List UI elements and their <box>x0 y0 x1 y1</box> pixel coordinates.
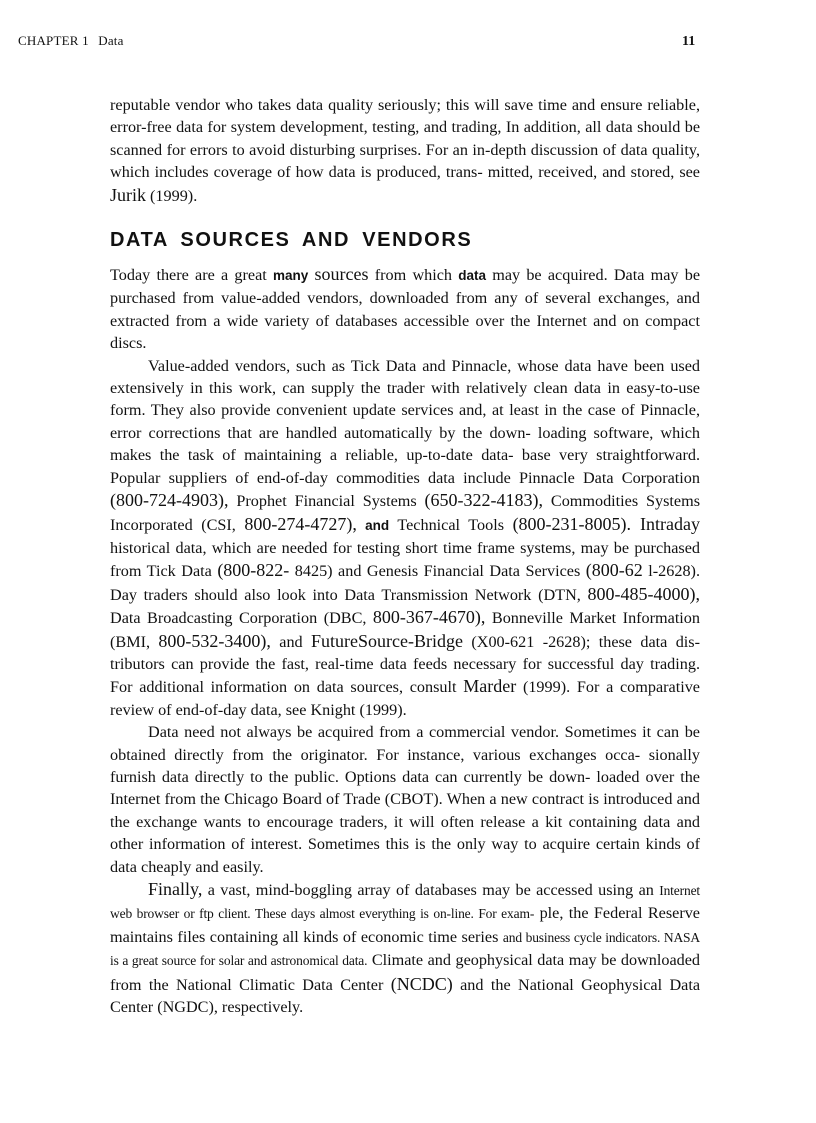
text-run: Data Broadcasting Corporation (DBC, <box>110 609 373 628</box>
text-run: Bonneville Market Information (BMI, <box>110 609 700 651</box>
text-run: (X00-621 -2628); these data dis- tributors can provide the fast, real-time data feeds necessary for successful day trading. For additional information on data sources, consult <box>110 632 700 697</box>
paragraph-databases <box>110 878 700 1018</box>
text-run: from which <box>368 266 459 285</box>
emphasis-data: data <box>458 268 487 284</box>
text-run: Value-added vendors, such as Tick Data and Pinnacle, whose data have been used extensively in this work, can supply the trader with relatively clean data in easy-to-use form. They also provide convenient update services and, at least in the case of Pinnacle, error corrections that are handled automatically by the down- loading software, which makes the task of maintaining a reliable, up-to-date data- base very straightforward. Popular suppliers of end-of-day commodities data include Pinnacle Data Corporation <box>110 356 700 487</box>
running-head <box>18 33 124 49</box>
paragraph-sources <box>110 263 700 355</box>
text-column <box>110 94 700 1018</box>
text-run: historical data, which are needed for testing short time frame systems, may be purchased from Tick Data <box>110 538 700 581</box>
intro-paragraph <box>110 94 700 207</box>
intro-text: reputable vendor who takes data quality seriously; this will save time and ensure reliable, error-free data for system development, testing, and trading, In addition, all data should be scanned for errors to avoid disturbing surprises. For an in-depth discussion of data quality, which includes coverage of how data is produced, trans- mitted, received, and stored, see <box>110 96 700 182</box>
phone-csi: 800-274-4727), <box>244 513 357 534</box>
text-run: a vast, mind-boggling array of databases may be accessed using an <box>202 881 654 899</box>
text-run: Technical Tools <box>389 515 513 534</box>
text-run: Commodities Systems Incorporated (CSI, <box>110 492 700 534</box>
chapter-label: CHAPTER 1 <box>18 33 89 48</box>
phone-bmi: 800-532-3400), <box>158 630 271 651</box>
text-run: Today there are a great <box>110 266 274 285</box>
phone-dtn: 800-485-4000), <box>587 583 700 604</box>
text-run: Climate and geophysical data may be downloaded from the National Climatic Data Center <box>110 951 700 994</box>
phone-genesis: (800-62 <box>585 560 643 581</box>
text-run: and <box>270 632 312 651</box>
emphasis-futuresource: FutureSource-Bridge <box>311 630 463 651</box>
text-run-small: and business cycle indicators. NASA is a great source for solar and astronomical data. <box>110 929 701 969</box>
phone-prophet: (650-322-4183), <box>424 490 544 511</box>
text-run-small: Internet web browser or ftp client. These days almost everything is on-line. For exam- <box>110 883 701 922</box>
emphasis-ncdc: (NCDC) <box>390 973 453 994</box>
phone-pinnacle: (800-724-4903), <box>110 490 229 511</box>
emphasis-sources: sources <box>314 264 369 285</box>
phone-tick-data: (800-822- <box>217 560 290 581</box>
text-run: 8425) and Genesis Financial Data Services <box>289 562 586 581</box>
chapter-title: Data <box>98 33 124 48</box>
paragraph-originator: Data need not always be acquired from a commercial vendor. Sometimes it can be obtained directly from the originator. For instance, various exchanges occa- sionally furnish data directly to the public. Options data can currently be down- loaded over the Internet from the Chicago Board of Trade (CBOT). When a new contract is introduced and the exchange wants to encourage traders, it will often release a kit containing data and other information of interest. Sometimes this is the only way to acquire certain kinds of data cheaply and easily. <box>110 723 700 876</box>
text-run: and the National Geophysical Data Center (NGDC), respectively. <box>110 975 701 1017</box>
intro-year: (1999). <box>146 186 198 205</box>
page-number: 11 <box>682 34 696 49</box>
text-run: l-2628). Day traders should also look into Data Transmission Network (DTN, <box>110 562 700 604</box>
cite-marder: Marder <box>463 676 517 697</box>
emphasis-many: many <box>273 268 309 284</box>
emphasis-finally: Finally, <box>148 879 203 899</box>
paragraph-vendors <box>110 355 700 722</box>
text-run: may be acquired. Data may be purchased from value-added vendors, downloaded from any of several exchanges, and extracted from a wide variety of databases accessible over the Internet and on compact discs. <box>110 266 701 353</box>
phone-technical-tools: (800-231-8005). <box>512 513 632 534</box>
phone-dbc: 800-367-4670), <box>372 607 486 628</box>
text-run: Prophet Financial Systems <box>228 492 425 511</box>
section-heading: DATA SOURCES AND VENDORS <box>110 229 473 252</box>
text-run: (1999). For a comparative review of end-of-day data, see Knight (1999). <box>110 678 700 719</box>
emphasis-and: and <box>356 517 390 533</box>
emphasis-intraday: Intraday <box>631 513 700 534</box>
cite-jurik: Jurik <box>110 184 146 205</box>
text-run: ple, the Federal Reserve maintains files containing all kinds of economic time series <box>110 904 700 946</box>
